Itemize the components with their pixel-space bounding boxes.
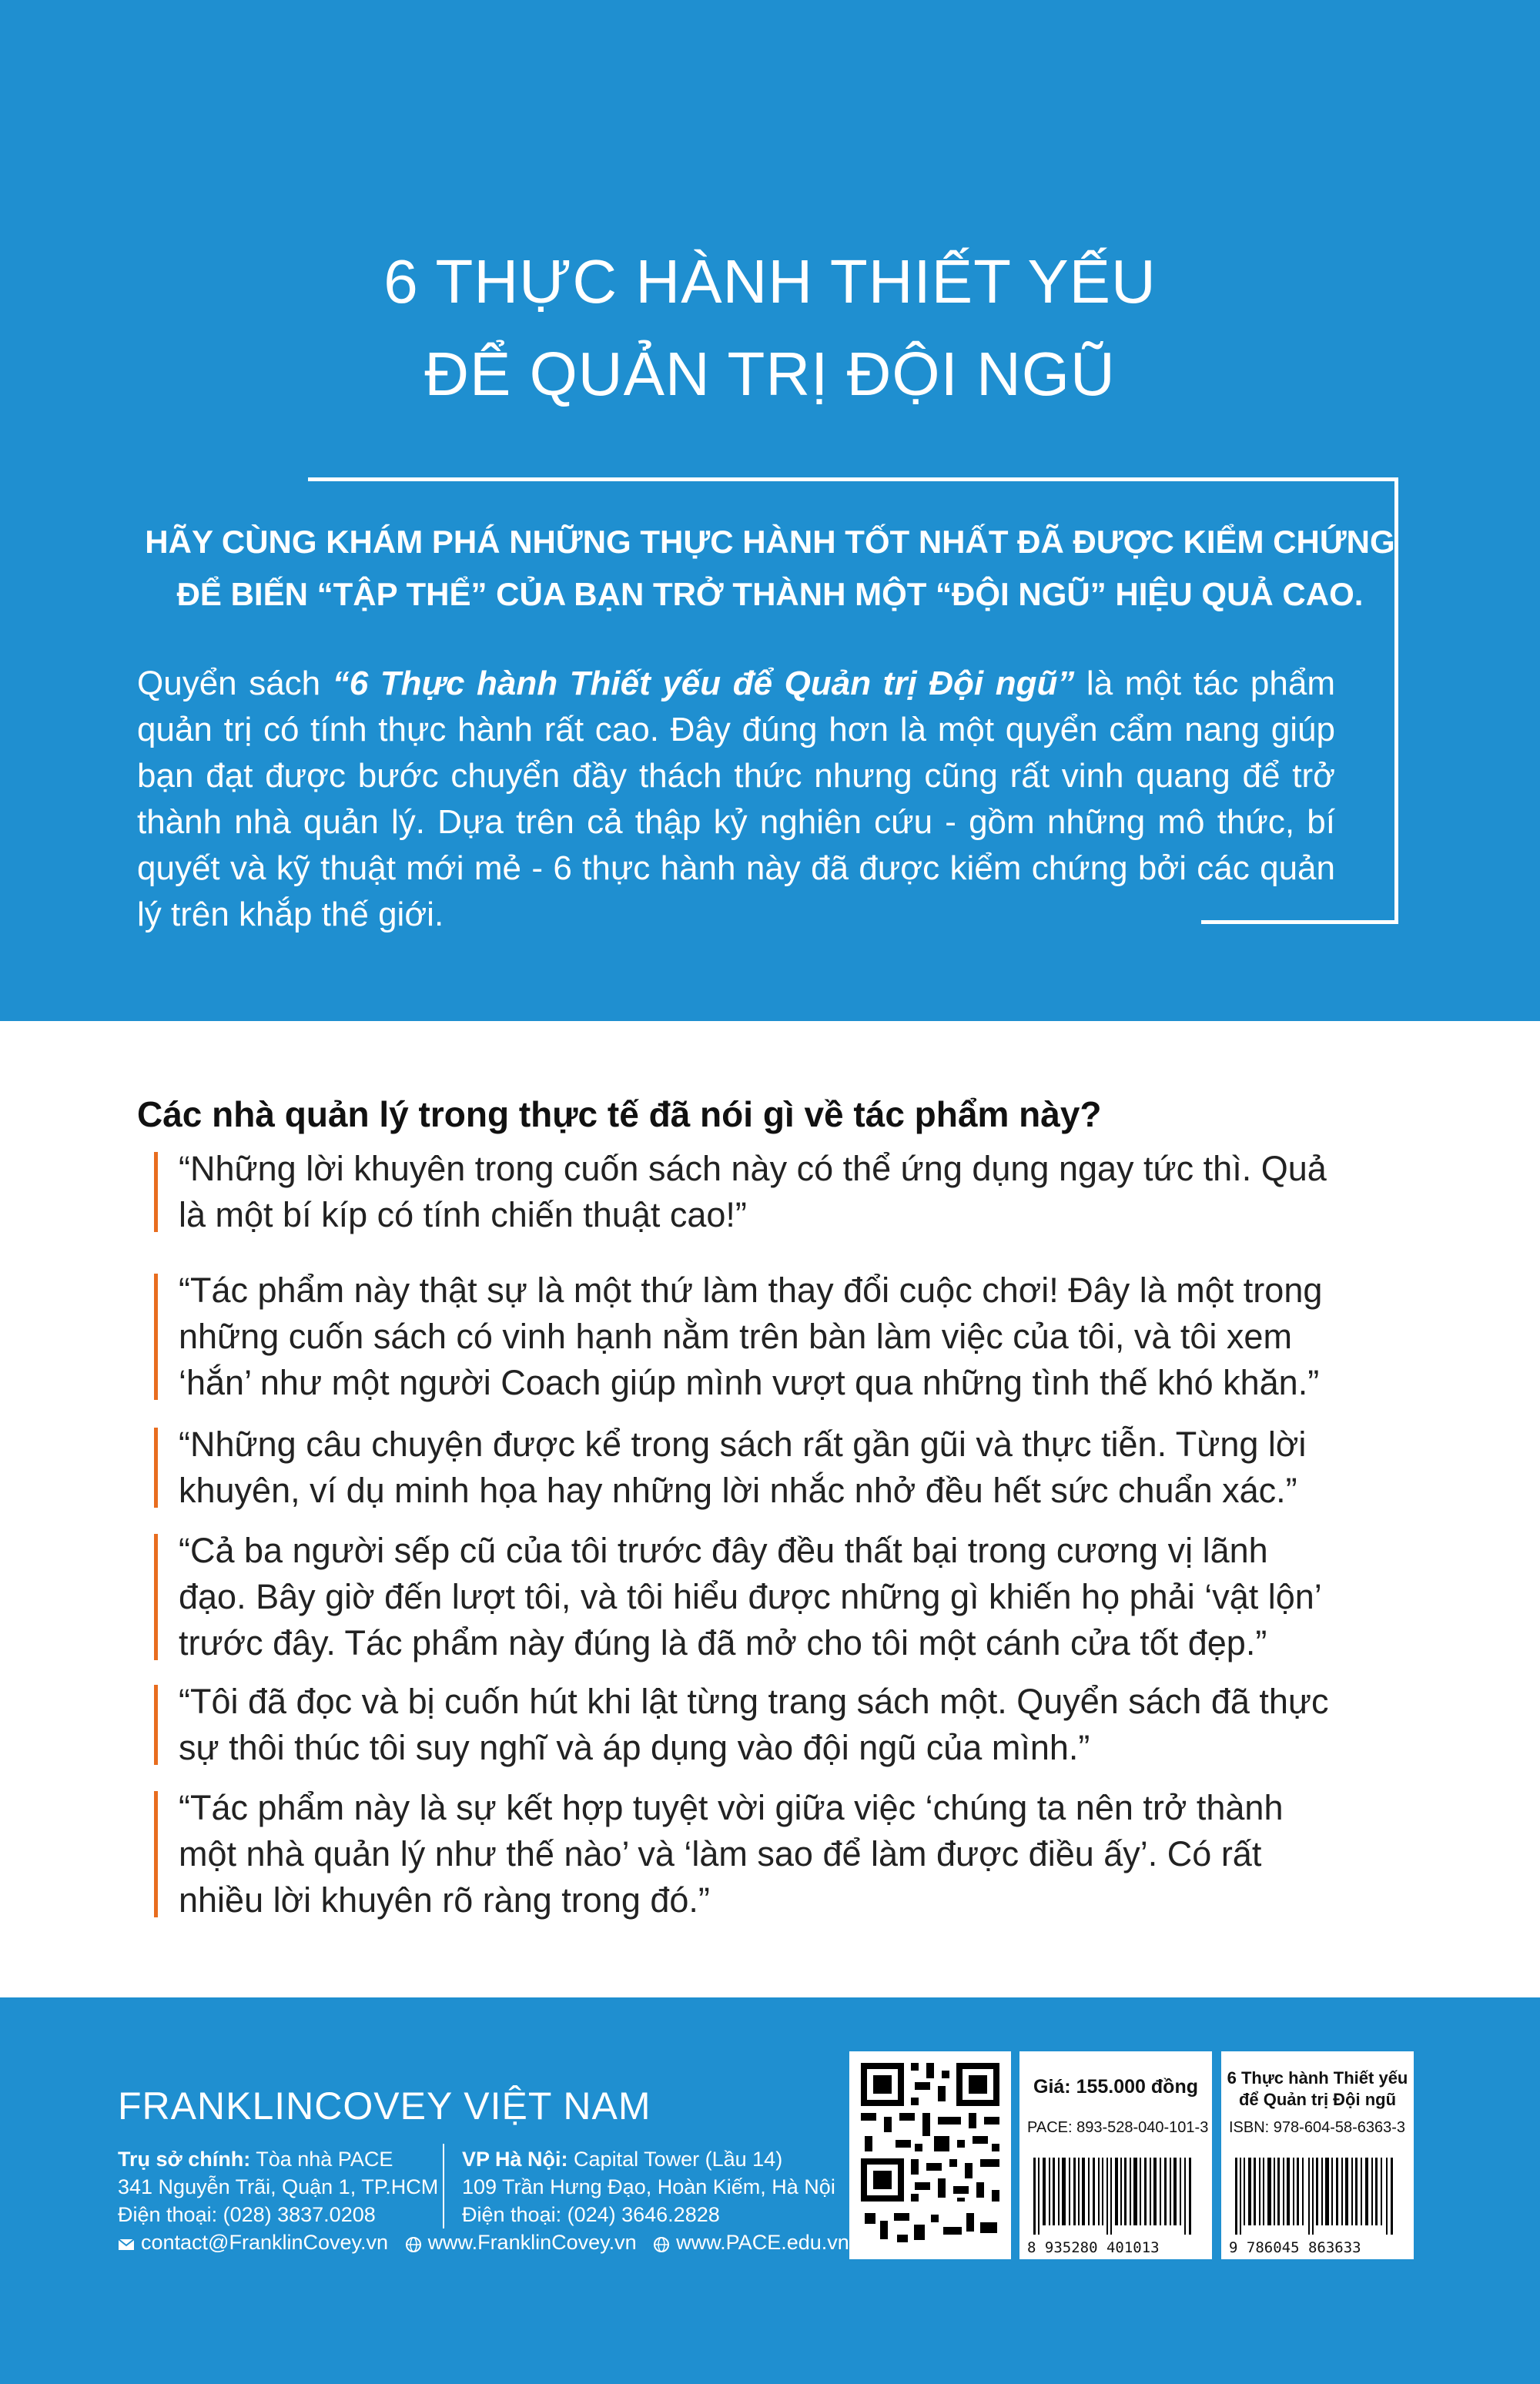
testimonials-question: Các nhà quản lý trong thực tế đã nói gì về tác phẩm này? <box>137 1094 1102 1134</box>
contact-row <box>118 2230 849 2255</box>
address-divider <box>443 2144 444 2228</box>
quote-bar <box>154 1685 158 1765</box>
headline-line-2: ĐỂ BIẾN “TẬP THỂ” CỦA BẠN TRỞ THÀNH MỘT “ĐỘI NGŨ” HIỆU QUẢ CAO. <box>176 576 1364 612</box>
quote-text: “Cả ba người sếp cũ của tôi trước đây đều thất bại trong cương vị lãnh đạo. Bây giờ đến lượt tôi, và tôi hiểu được những gì khiến họ phải ‘vật lộn’ trước đây. Tác phẩm này đúng là đã mở cho tôi một cánh cửa tốt đẹp.” <box>179 1531 1321 1662</box>
hq-line-3: Điện thoại: (028) 3837.0208 <box>118 2203 376 2226</box>
bottom-blue-panel <box>0 1997 1540 2384</box>
hanoi-line-1: Capital Tower (Lầu 14) <box>567 2148 783 2171</box>
website-link-pace[interactable]: www.PACE.edu.vn <box>676 2231 849 2255</box>
isbn-code: ISBN: 978-604-58-6363-3 <box>1229 2119 1406 2136</box>
hanoi-label: VP Hà Nội: <box>462 2148 568 2171</box>
website-link-franklincovey[interactable]: www.FranklinCovey.vn <box>427 2231 637 2255</box>
cover-title-line-1: 6 THỰC HÀNH THIẾT YẾU <box>383 247 1157 316</box>
testimonial-quote <box>179 1146 1334 1238</box>
hq-line-2: 341 Nguyễn Trãi, Quận 1, TP.HCM <box>118 2175 439 2198</box>
quote-text: “Tôi đã đọc và bị cuốn hút khi lật từng trang sách một. Quyển sách đã thực sự thôi thúc tôi suy nghĩ và áp dụng vào đội ngũ của mình.” <box>179 1682 1329 1767</box>
publisher-brand: FRANKLINCOVEY VIỆT NAM <box>118 2084 651 2128</box>
quote-text: “Những câu chuyện được kể trong sách rất gần gũi và thực tiễn. Từng lời khuyên, ví dụ minh họa hay những lời nhắc nhở đều hết sức chuẩn xác.” <box>179 1425 1307 1510</box>
testimonial-quote <box>179 1267 1334 1406</box>
book-description <box>137 661 1335 938</box>
quote-bar <box>154 1152 158 1232</box>
quote-bar <box>154 1791 158 1917</box>
testimonial-quote <box>179 1679 1334 1771</box>
price-label: Giá: 155.000 đồng <box>1033 2076 1198 2098</box>
hanoi-line-2: 109 Trần Hưng Đạo, Hoàn Kiếm, Hà Nội <box>462 2175 835 2198</box>
testimonial-quote <box>179 1421 1334 1514</box>
price-barcode-box <box>1019 2051 1212 2259</box>
email-link[interactable]: contact@FranklinCovey.vn <box>141 2231 389 2255</box>
book-title-line-2: để Quản trị Đội ngũ <box>1238 2090 1397 2109</box>
hanoi-address <box>462 2145 835 2228</box>
globe-icon <box>405 2235 422 2252</box>
top-blue-panel <box>0 0 1540 1021</box>
pace-code: PACE: 893-528-040-101-3 <box>1027 2119 1209 2136</box>
quote-text: “Những lời khuyên trong cuốn sách này có thể ứng dụng ngay tức thì. Quả là một bí kíp có tính chiến thuật cao!” <box>179 1149 1327 1234</box>
description-body: là một tác phẩm quản trị có tính thực hành rất cao. Đây đúng hơn là một quyển cẩm nang giúp bạn đạt được bước chuyển đầy thách thức nhưng cũng rất vinh quang để trở thành nhà quản lý. Dựa trên cả thập kỷ nghiên cứu - gồm những mô thức, bí quyết và kỹ thuật mới mẻ - 6 thực hành này đã được kiểm chứng bởi các quản lý trên khắp thế giới. <box>137 665 1335 933</box>
quote-text: “Tác phẩm này là sự kết hợp tuyệt vời giữa việc ‘chúng ta nên trở thành một nhà quản lý như thế nào’ và ‘làm sao để làm được điều ấy’. Có rất nhiều lời khuyên rõ ràng trong đó.” <box>179 1788 1284 1920</box>
quote-bar <box>154 1428 158 1508</box>
qr-code-icon <box>849 2051 1011 2259</box>
isbn-barcode-number: 9 786045 863633 <box>1229 2239 1361 2256</box>
hq-label: Trụ sở chính: <box>118 2148 251 2171</box>
quote-text: “Tác phẩm này thật sự là một thứ làm thay đổi cuộc chơi! Đây là một trong những cuốn sách có vinh hạnh nằm trên bàn làm việc của tôi, và tôi xem ‘hắn’ như một người Coach giúp mình vượt qua những tình thế khó khăn.” <box>179 1271 1323 1402</box>
testimonial-quote <box>179 1785 1334 1924</box>
book-title-line-1: 6 Thực hành Thiết yếu <box>1227 2068 1408 2088</box>
frame-top-border <box>308 477 1398 481</box>
description-book-title: “6 Thực hành Thiết yếu để Quản trị Đội ngũ” <box>332 665 1075 702</box>
quote-bar <box>154 1534 158 1660</box>
cover-title-line-2: ĐỂ QUẢN TRỊ ĐỘI NGŨ <box>424 340 1116 408</box>
hq-line-1: Tòa nhà PACE <box>250 2148 393 2171</box>
quote-bar <box>154 1274 158 1400</box>
barcode-icon <box>1027 2158 1204 2238</box>
description-prefix: Quyển sách <box>137 665 333 702</box>
isbn-barcode-box <box>1221 2051 1414 2259</box>
headline-line-1: HÃY CÙNG KHÁM PHÁ NHỮNG THỰC HÀNH TỐT NHẤT ĐÃ ĐƯỢC KIỂM CHỨNG <box>145 524 1395 560</box>
hq-address <box>118 2145 438 2228</box>
hanoi-line-3: Điện thoại: (024) 3646.2828 <box>462 2203 720 2226</box>
barcode-icon <box>1229 2158 1406 2238</box>
testimonial-quote <box>179 1528 1334 1666</box>
price-barcode-number: 8 935280 401013 <box>1027 2239 1160 2256</box>
globe-icon <box>653 2235 670 2252</box>
email-icon <box>118 2235 135 2252</box>
